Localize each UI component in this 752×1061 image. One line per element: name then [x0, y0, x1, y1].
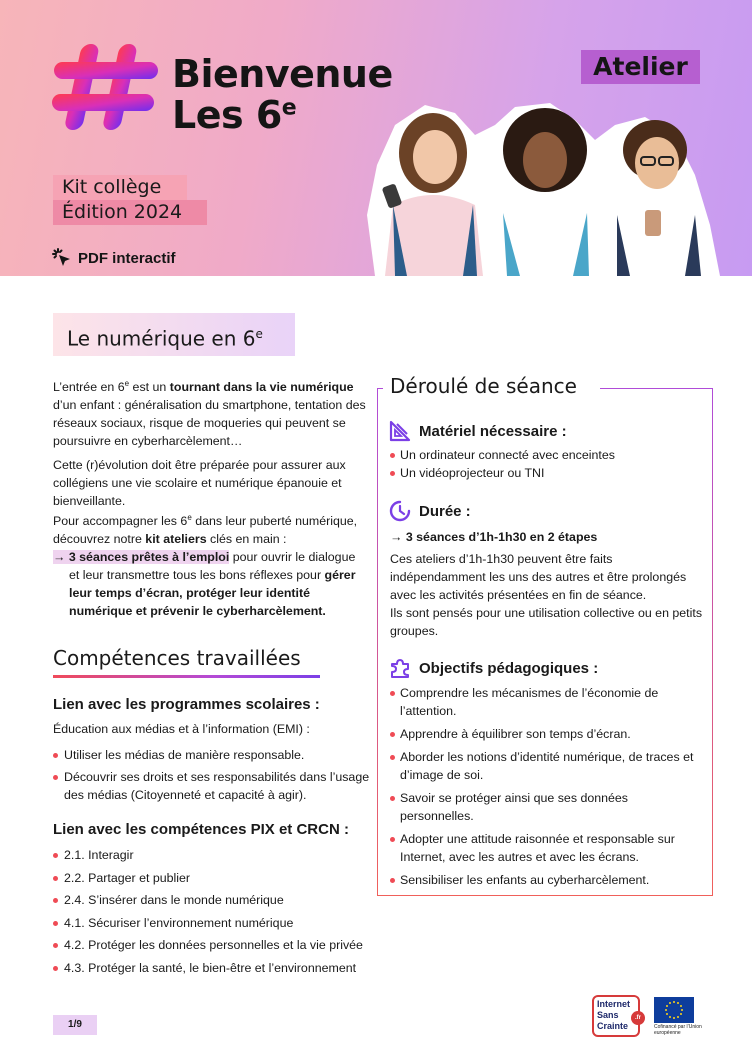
list-item: Découvrir ses droits et ses responsabilités dans l’usage des médias (Citoyenneté et capacité à agir). — [53, 768, 373, 804]
duree-usage: Ils sont pensés pour une utilisation collective ou en petits groupes. — [390, 606, 703, 638]
list-item: 4.3. Protéger la santé, le bien-être et l’environnement — [53, 959, 373, 977]
programmes-intro: Éducation aux médias et à l’information (EMI) : — [53, 722, 310, 736]
list-item: 2.1. Interagir — [53, 846, 373, 864]
list-item: Sensibiliser les enfants au cyberharcèlement. — [390, 871, 705, 889]
kit-line-1: Kit collège — [53, 175, 187, 200]
list-item: 2.4. S’insérer dans le monde numérique — [53, 891, 373, 909]
children-photo-illustration — [355, 95, 730, 276]
title-line-2: Les 6e — [172, 93, 297, 137]
list-item: Apprendre à équilibrer son temps d’écran. — [390, 725, 705, 743]
duree-summary: → 3 séances d’1h-1h30 en 2 étapes — [390, 530, 598, 544]
eu-flag-icon — [654, 997, 694, 1023]
hashtag-logo-icon — [52, 44, 162, 130]
seances-highlight-label: → 3 séances prêtes à l’emploi — [53, 550, 230, 564]
clock-icon — [389, 500, 411, 522]
atelier-badge: Atelier — [581, 50, 700, 84]
click-cursor-icon — [52, 248, 72, 268]
deroule-title: Déroulé de séance — [390, 374, 577, 398]
intro-paragraph-3: Pour accompagner les 6e dans leur puberté numérique, découvrez notre kit ateliers clés en main : — [53, 513, 358, 547]
intro-paragraph-1: L’entrée en 6e est un tournant dans la vie numérique d’un enfant : généralisation du smartphone, tentation des réseaux sociaux, risque de moqueries qui peuvent se poursuivre en cyberharcèlement… — [53, 379, 366, 449]
programmes-list — [53, 746, 373, 804]
materiel-heading: Matériel nécessaire : — [389, 420, 567, 442]
list-item: 2.2. Partager et publier — [53, 869, 373, 887]
intro-paragraph-2: Cette (r)évolution doit être préparée pour assurer aux collégiens une vie scolaire et numérique épanouie et bienveillante. — [53, 458, 346, 508]
competences-heading: Compétences travaillées — [53, 646, 301, 670]
materiel-list — [390, 446, 705, 482]
list-item: Savoir se protéger ainsi que ses données personnelles. — [390, 789, 705, 825]
programmes-heading: Lien avec les programmes scolaires : — [53, 696, 320, 713]
list-item: 4.2. Protéger les données personnelles et la vie privée — [53, 936, 373, 954]
set-square-icon — [389, 420, 411, 442]
pdf-label: PDF interactif — [78, 249, 176, 267]
section-heading-numerique: Le numérique en 6e — [53, 313, 295, 356]
eu-cofinance-text: Cofinancé par l’Union européenne — [654, 1024, 702, 1036]
title-line-1: Bienvenue — [172, 52, 393, 96]
puzzle-icon — [389, 657, 411, 679]
pix-heading: Lien avec les compétences PIX et CRCN : — [53, 821, 349, 838]
list-item: Un vidéoprojecteur ou TNI — [390, 464, 705, 482]
kit-label — [53, 175, 207, 225]
list-item: Adopter une attitude raisonnée et responsable sur Internet, avec les autres et avec les écrans. — [390, 830, 705, 866]
duree-description: Ces ateliers d’1h-1h30 peuvent être faits indépendamment les uns des autres et être prolongés avec les activités présentées en fin de séance. — [390, 552, 687, 602]
seances-highlight: → 3 séances prêtes à l’emploi pour ouvrir le dialogue et leur transmettre tous les bons réflexes pour gérer leur temps d’écran, protéger leur identité numérique et prévenir le cyberharcèlement. — [53, 550, 356, 618]
objectifs-list — [390, 684, 705, 889]
list-item: Utiliser les médias de manière responsable. — [53, 746, 373, 764]
header-banner — [0, 0, 752, 276]
pix-list — [53, 846, 373, 977]
list-item: Comprendre les mécanismes de l’économie de l’attention. — [390, 684, 705, 720]
duree-heading: Durée : — [389, 500, 471, 522]
page-number: 1/9 — [53, 1015, 97, 1035]
list-item: 4.1. Sécuriser l’environnement numérique — [53, 914, 373, 932]
competences-underline — [53, 675, 320, 678]
list-item: Un ordinateur connecté avec enceintes — [390, 446, 705, 464]
pdf-interactive-label[interactable] — [52, 248, 176, 268]
internet-sans-crainte-logo[interactable]: Internet Sans Crainte .fr — [592, 995, 640, 1037]
kit-line-2: Édition 2024 — [53, 200, 207, 225]
objectifs-heading: Objectifs pédagogiques : — [389, 657, 598, 679]
list-item: Aborder les notions d’identité numérique, de traces et d’image de soi. — [390, 748, 705, 784]
